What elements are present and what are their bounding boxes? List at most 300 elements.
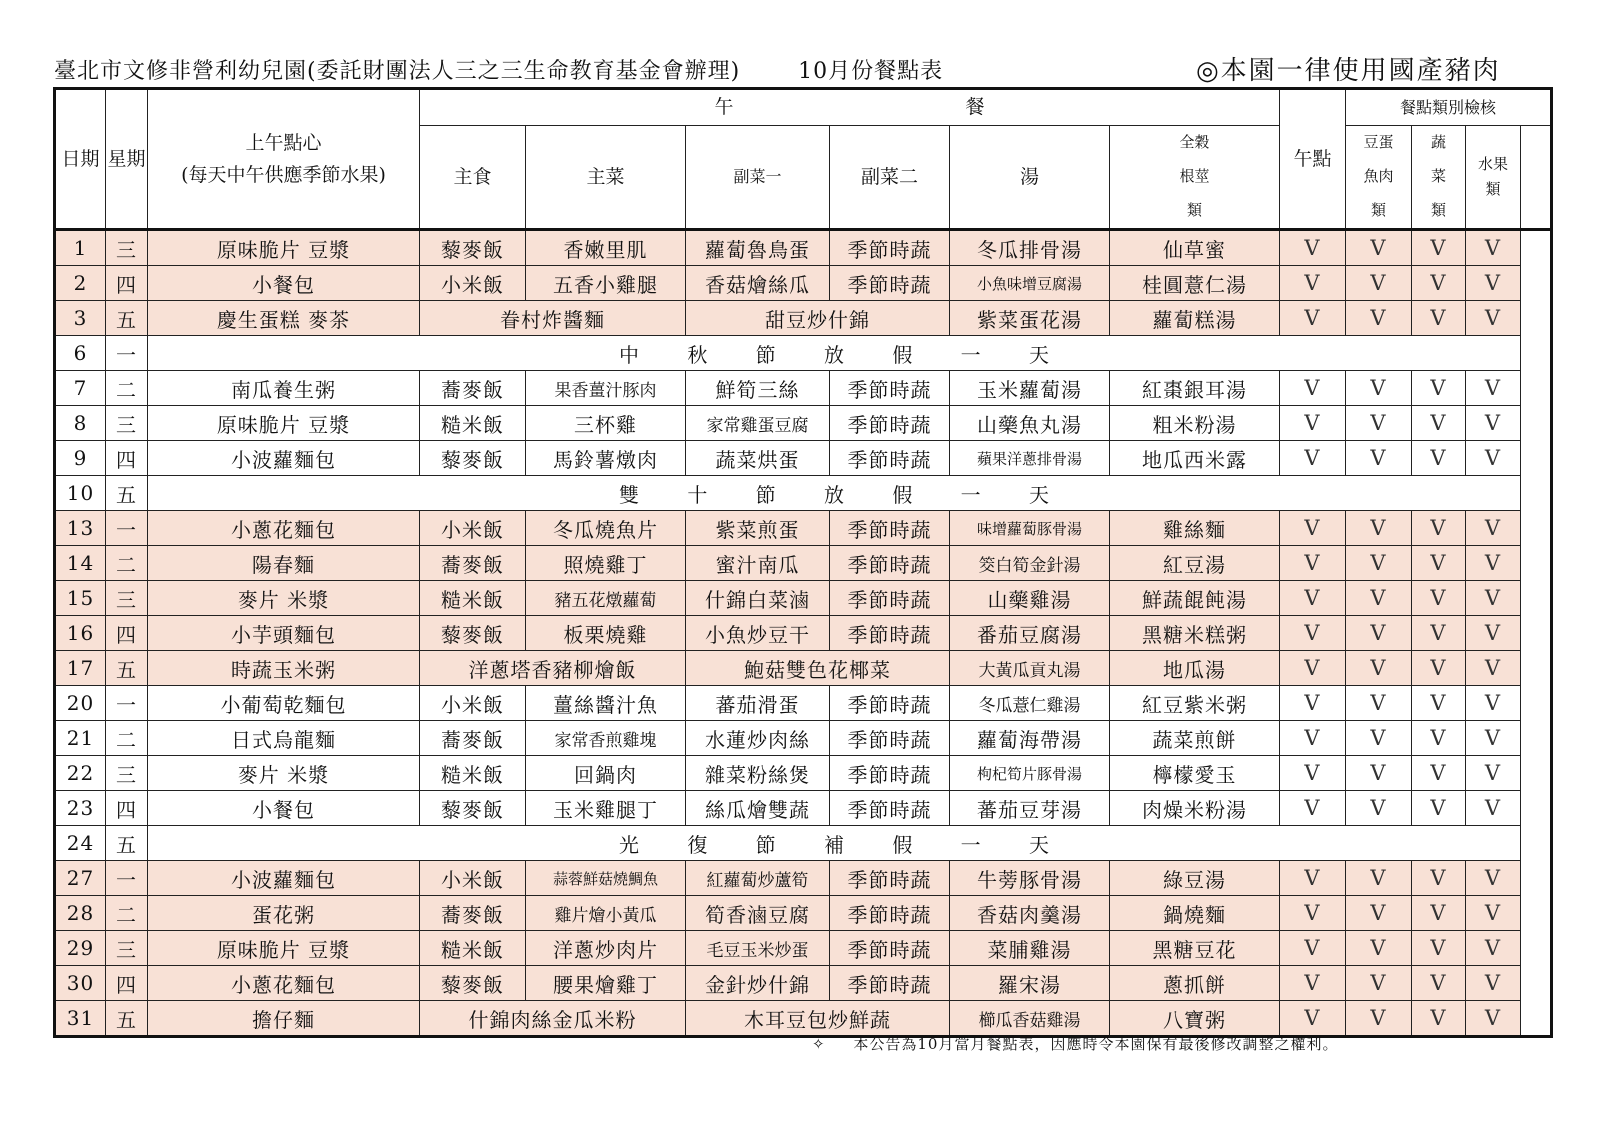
kindergarten-title: 臺北市文修非營利幼兒園(委託財團法人三之三生命教育基金會辦理)	[54, 59, 741, 84]
holiday-char: 補	[823, 832, 844, 857]
weekday-cell: 一	[106, 336, 148, 371]
morning-snack-cell: 小芋頭麵包	[148, 616, 420, 651]
holiday-char: 假	[892, 342, 913, 367]
meal-row	[55, 616, 1552, 651]
main-dish-cell: 雞片燴小黃瓜	[526, 896, 686, 931]
side2-cell: 季節時蔬	[830, 756, 950, 791]
meal-row	[55, 266, 1552, 301]
day-cell: 27	[55, 861, 106, 896]
check-mark-cell: V	[1412, 581, 1466, 616]
side1-cell: 毛豆玉米炒蛋	[686, 931, 830, 966]
header-main-dish: 主菜	[526, 126, 686, 230]
side2-cell: 季節時蔬	[830, 371, 950, 406]
meal-row	[55, 406, 1552, 441]
check-mark-cell: V	[1346, 651, 1412, 686]
check-mark-cell: V	[1412, 686, 1466, 721]
morning-snack-cell: 時蔬玉米粥	[148, 651, 420, 686]
staple-cell: 小米飯	[420, 266, 526, 301]
main-dish-cell: 果香薑汁豚肉	[526, 371, 686, 406]
day-cell: 17	[55, 651, 106, 686]
holiday-char: 天	[1028, 342, 1049, 367]
side2-cell: 季節時蔬	[830, 406, 950, 441]
holiday-row	[55, 336, 1552, 371]
day-cell: 23	[55, 791, 106, 826]
meal-row	[55, 546, 1552, 581]
staple-cell: 小米飯	[420, 686, 526, 721]
main-dish-cell: 玉米雞腿丁	[526, 791, 686, 826]
soup-cell: 羅宋湯	[950, 966, 1110, 1001]
check-mark-cell: V	[1412, 721, 1466, 756]
header-lunch	[420, 89, 1280, 126]
main-dish-cell: 香嫩里肌	[526, 230, 686, 266]
holiday-char: 復	[687, 832, 708, 857]
main-dish-cell: 蒜蓉鮮菇燒鯛魚	[526, 861, 686, 896]
main-dish-cell: 板栗燒雞	[526, 616, 686, 651]
header-check-grain-text: 全穀根莖類	[1179, 133, 1210, 219]
weekday-cell: 五	[106, 301, 148, 336]
header-staple: 主食	[420, 126, 526, 230]
check-mark-cell: V	[1466, 1001, 1521, 1037]
weekday-cell: 二	[106, 721, 148, 756]
holiday-text	[619, 479, 1049, 508]
afternoon-snack-cell: 黑糖米糕粥	[1110, 616, 1280, 651]
holiday-char: 秋	[687, 342, 708, 367]
check-mark-cell: V	[1466, 966, 1521, 1001]
day-cell: 1	[55, 230, 106, 266]
weekday-cell: 三	[106, 406, 148, 441]
main-dish-cell: 回鍋肉	[526, 756, 686, 791]
meal-row	[55, 896, 1552, 931]
morning-snack-cell: 日式烏龍麵	[148, 721, 420, 756]
check-mark-cell: V	[1466, 406, 1521, 441]
combined-side-cell: 鮑菇雙色花椰菜	[686, 651, 950, 686]
holiday-text	[619, 829, 1049, 858]
day-cell: 22	[55, 756, 106, 791]
header-check-veg-text: 蔬菜類	[1430, 133, 1446, 219]
check-mark-cell: V	[1412, 616, 1466, 651]
side1-cell: 絲瓜燴雙蔬	[686, 791, 830, 826]
soup-cell: 紫菜蛋花湯	[950, 301, 1110, 336]
day-cell: 28	[55, 896, 106, 931]
staple-cell: 蕎麥飯	[420, 721, 526, 756]
holiday-char: 節	[755, 342, 776, 367]
weekday-cell: 二	[106, 896, 148, 931]
main-dish-cell: 家常香煎雞塊	[526, 721, 686, 756]
afternoon-snack-cell: 檸檬愛玉	[1110, 756, 1280, 791]
header-weekday	[106, 89, 148, 230]
header-weekday-text: 星期	[107, 147, 146, 170]
side2-cell: 季節時蔬	[830, 511, 950, 546]
morning-snack-cell: 原味脆片 豆漿	[148, 931, 420, 966]
staple-cell: 蕎麥飯	[420, 371, 526, 406]
holiday-char: 一	[960, 832, 981, 857]
morning-snack-cell: 小波蘿麵包	[148, 861, 420, 896]
check-mark-cell: V	[1346, 581, 1412, 616]
check-mark-cell: V	[1346, 511, 1412, 546]
meal-row	[55, 721, 1552, 756]
header-check-fruit	[1466, 126, 1521, 230]
check-mark-cell: V	[1280, 616, 1346, 651]
soup-cell: 香菇肉羹湯	[950, 896, 1110, 931]
afternoon-snack-cell: 蔥抓餅	[1110, 966, 1280, 1001]
check-mark-cell: V	[1466, 721, 1521, 756]
check-mark-cell: V	[1280, 301, 1346, 336]
afternoon-snack-cell: 鍋燒麵	[1110, 896, 1280, 931]
morning-snack-cell: 原味脆片 豆漿	[148, 406, 420, 441]
check-mark-cell: V	[1412, 406, 1466, 441]
check-mark-cell: V	[1346, 756, 1412, 791]
main-dish-cell: 五香小雞腿	[526, 266, 686, 301]
weekday-cell: 五	[106, 651, 148, 686]
staple-cell: 小米飯	[420, 861, 526, 896]
check-mark-cell: V	[1466, 686, 1521, 721]
morning-snack-cell: 小葡萄乾麵包	[148, 686, 420, 721]
header-morning-snack-note: (每天中午供應季節水果)	[181, 164, 386, 186]
side1-cell: 什錦白菜滷	[686, 581, 830, 616]
afternoon-snack-cell: 地瓜西米露	[1110, 441, 1280, 476]
day-cell: 3	[55, 301, 106, 336]
afternoon-snack-cell: 鮮蔬餛飩湯	[1110, 581, 1280, 616]
soup-cell: 山藥雞湯	[950, 581, 1110, 616]
soup-cell: 櫛瓜香菇雞湯	[950, 1001, 1110, 1037]
holiday-char: 放	[823, 482, 844, 507]
staple-cell: 糙米飯	[420, 581, 526, 616]
sparkle-icon: ✧	[812, 1035, 826, 1053]
morning-snack-cell: 擔仔麵	[148, 1001, 420, 1037]
afternoon-snack-cell: 蔬菜煎餅	[1110, 721, 1280, 756]
check-mark-cell: V	[1280, 230, 1346, 266]
holiday-row	[55, 826, 1552, 861]
check-mark-cell: V	[1280, 966, 1346, 1001]
holiday-row	[55, 476, 1552, 511]
weekday-cell: 一	[106, 511, 148, 546]
check-mark-cell: V	[1280, 686, 1346, 721]
soup-cell: 牛蒡豚骨湯	[950, 861, 1110, 896]
meal-row	[55, 511, 1552, 546]
check-mark-cell: V	[1466, 651, 1521, 686]
day-cell: 20	[55, 686, 106, 721]
morning-snack-cell: 蛋花粥	[148, 896, 420, 931]
soup-cell: 山藥魚丸湯	[950, 406, 1110, 441]
side2-cell: 季節時蔬	[830, 931, 950, 966]
staple-cell: 蕎麥飯	[420, 896, 526, 931]
staple-cell: 糙米飯	[420, 931, 526, 966]
check-mark-cell: V	[1412, 896, 1466, 931]
staple-cell: 藜麥飯	[420, 616, 526, 651]
check-mark-cell: V	[1280, 441, 1346, 476]
soup-cell: 筊白筍金針湯	[950, 546, 1110, 581]
check-mark-cell: V	[1412, 791, 1466, 826]
holiday-char: 節	[755, 482, 776, 507]
check-mark-cell: V	[1466, 861, 1521, 896]
staple-cell: 藜麥飯	[420, 791, 526, 826]
check-mark-cell: V	[1412, 511, 1466, 546]
afternoon-snack-cell: 雞絲麵	[1110, 511, 1280, 546]
side1-cell: 香菇燴絲瓜	[686, 266, 830, 301]
day-cell: 24	[55, 826, 106, 861]
check-mark-cell: V	[1412, 756, 1466, 791]
check-mark-cell: V	[1280, 581, 1346, 616]
weekday-cell: 四	[106, 791, 148, 826]
check-mark-cell: V	[1280, 546, 1346, 581]
day-cell: 9	[55, 441, 106, 476]
check-mark-cell: V	[1346, 546, 1412, 581]
day-cell: 16	[55, 616, 106, 651]
side2-cell: 季節時蔬	[830, 581, 950, 616]
weekday-cell: 五	[106, 1001, 148, 1037]
check-mark-cell: V	[1280, 931, 1346, 966]
side1-cell: 雜菜粉絲煲	[686, 756, 830, 791]
side1-cell: 水蓮炒肉絲	[686, 721, 830, 756]
side2-cell: 季節時蔬	[830, 266, 950, 301]
holiday-char: 假	[892, 832, 913, 857]
check-mark-cell: V	[1466, 441, 1521, 476]
staple-cell: 蕎麥飯	[420, 546, 526, 581]
check-mark-cell: V	[1280, 756, 1346, 791]
staple-cell: 藜麥飯	[420, 230, 526, 266]
check-mark-cell: V	[1466, 581, 1521, 616]
soup-cell: 菜脯雞湯	[950, 931, 1110, 966]
morning-snack-cell: 南瓜養生粥	[148, 371, 420, 406]
holiday-cell	[148, 826, 1521, 861]
check-mark-cell: V	[1280, 1001, 1346, 1037]
check-mark-cell: V	[1412, 371, 1466, 406]
afternoon-snack-cell: 粗米粉湯	[1110, 406, 1280, 441]
weekday-cell: 三	[106, 581, 148, 616]
holiday-char: 節	[755, 832, 776, 857]
side2-cell: 季節時蔬	[830, 896, 950, 931]
side1-cell: 蕃茄滑蛋	[686, 686, 830, 721]
holiday-char: 光	[619, 832, 639, 857]
staple-cell: 小米飯	[420, 511, 526, 546]
meal-row	[55, 791, 1552, 826]
check-mark-cell: V	[1466, 931, 1521, 966]
weekday-cell: 三	[106, 931, 148, 966]
meal-row	[55, 651, 1552, 686]
weekday-cell: 四	[106, 616, 148, 651]
holiday-text	[619, 339, 1049, 368]
staple-cell: 藜麥飯	[420, 441, 526, 476]
check-mark-cell: V	[1346, 931, 1412, 966]
holiday-char: 天	[1028, 832, 1049, 857]
check-mark-cell: V	[1280, 651, 1346, 686]
check-mark-cell: V	[1346, 966, 1412, 1001]
day-cell: 14	[55, 546, 106, 581]
check-mark-cell: V	[1466, 756, 1521, 791]
check-mark-cell: V	[1346, 686, 1412, 721]
check-mark-cell: V	[1412, 1001, 1466, 1037]
holiday-cell	[148, 336, 1521, 371]
weekday-cell: 四	[106, 966, 148, 1001]
morning-snack-cell: 小蔥花麵包	[148, 966, 420, 1001]
meal-row	[55, 966, 1552, 1001]
morning-snack-cell: 麥片 米漿	[148, 756, 420, 791]
check-mark-cell: V	[1412, 931, 1466, 966]
afternoon-snack-cell: 蘿蔔糕湯	[1110, 301, 1280, 336]
header-check-protein-text: 豆蛋魚肉類	[1363, 133, 1394, 219]
side1-cell: 筍香滷豆腐	[686, 896, 830, 931]
day-cell: 21	[55, 721, 106, 756]
header-side2: 副菜二	[830, 126, 950, 230]
header-day	[55, 89, 106, 230]
page-header	[54, 54, 1154, 85]
header-check-veg	[1412, 126, 1466, 230]
check-mark-cell: V	[1280, 896, 1346, 931]
meal-row	[55, 441, 1552, 476]
check-mark-cell: V	[1412, 230, 1466, 266]
combined-main-cell: 洋蔥塔香豬柳燴飯	[420, 651, 686, 686]
check-mark-cell: V	[1280, 371, 1346, 406]
meal-table	[53, 87, 1553, 1038]
meal-table-body	[55, 230, 1552, 1037]
check-mark-cell: V	[1466, 791, 1521, 826]
check-mark-cell: V	[1466, 266, 1521, 301]
holiday-char: 放	[823, 342, 844, 367]
morning-snack-cell: 小蔥花麵包	[148, 511, 420, 546]
meal-row	[55, 230, 1552, 266]
weekday-cell: 二	[106, 371, 148, 406]
day-cell: 2	[55, 266, 106, 301]
afternoon-snack-cell: 八寶粥	[1110, 1001, 1280, 1037]
side1-cell: 小魚炒豆干	[686, 616, 830, 651]
check-mark-cell: V	[1466, 371, 1521, 406]
check-mark-cell: V	[1412, 651, 1466, 686]
afternoon-snack-cell: 紅棗銀耳湯	[1110, 371, 1280, 406]
side1-cell: 鮮筍三絲	[686, 371, 830, 406]
side2-cell: 季節時蔬	[830, 230, 950, 266]
check-mark-cell: V	[1466, 616, 1521, 651]
side1-cell: 蘿蔔魯鳥蛋	[686, 230, 830, 266]
soup-cell: 冬瓜排骨湯	[950, 230, 1110, 266]
check-mark-cell: V	[1346, 616, 1412, 651]
soup-cell: 蕃茄豆芽湯	[950, 791, 1110, 826]
check-mark-cell: V	[1412, 301, 1466, 336]
header-day-text: 日期	[61, 147, 100, 170]
header-morning-snack-title: 上午點心	[245, 131, 322, 154]
morning-snack-cell: 小波蘿麵包	[148, 441, 420, 476]
check-mark-cell: V	[1280, 511, 1346, 546]
check-mark-cell: V	[1346, 791, 1412, 826]
check-mark-cell: V	[1466, 511, 1521, 546]
meal-row	[55, 371, 1552, 406]
afternoon-snack-cell: 桂圓薏仁湯	[1110, 266, 1280, 301]
morning-snack-cell: 原味脆片 豆漿	[148, 230, 420, 266]
side2-cell: 季節時蔬	[830, 686, 950, 721]
holiday-char: 一	[960, 342, 981, 367]
side2-cell: 季節時蔬	[830, 616, 950, 651]
check-mark-cell: V	[1346, 301, 1412, 336]
header-check-grain	[1110, 126, 1280, 230]
afternoon-snack-cell: 仙草蜜	[1110, 230, 1280, 266]
check-mark-cell: V	[1346, 266, 1412, 301]
weekday-cell: 三	[106, 230, 148, 266]
soup-cell: 味增蘿蔔豚骨湯	[950, 511, 1110, 546]
weekday-cell: 一	[106, 861, 148, 896]
side1-cell: 蔬菜烘蛋	[686, 441, 830, 476]
weekday-cell: 五	[106, 476, 148, 511]
check-mark-cell: V	[1346, 721, 1412, 756]
check-mark-cell: V	[1412, 546, 1466, 581]
side1-cell: 家常雞蛋豆腐	[686, 406, 830, 441]
weekday-cell: 一	[106, 686, 148, 721]
header-soup: 湯	[950, 126, 1110, 230]
side2-cell: 季節時蔬	[830, 721, 950, 756]
header-lunch-char-1: 午	[714, 96, 734, 119]
check-mark-cell: V	[1346, 441, 1412, 476]
side2-cell: 季節時蔬	[830, 791, 950, 826]
soup-cell: 蘿蔔海帶湯	[950, 721, 1110, 756]
main-dish-cell: 豬五花燉蘿蔔	[526, 581, 686, 616]
holiday-char: 十	[687, 482, 708, 507]
main-dish-cell: 腰果燴雞丁	[526, 966, 686, 1001]
holiday-char: 假	[892, 482, 913, 507]
side1-cell: 紫菜煎蛋	[686, 511, 830, 546]
header-side1: 副菜一	[686, 126, 830, 230]
check-mark-cell: V	[1346, 371, 1412, 406]
side2-cell: 季節時蔬	[830, 441, 950, 476]
day-cell: 8	[55, 406, 106, 441]
morning-snack-cell: 慶生蛋糕 麥茶	[148, 301, 420, 336]
header-afternoon-snack: 午點	[1280, 89, 1346, 230]
main-dish-cell: 薑絲醬汁魚	[526, 686, 686, 721]
check-mark-cell: V	[1466, 230, 1521, 266]
day-cell: 13	[55, 511, 106, 546]
holiday-cell	[148, 476, 1521, 511]
main-dish-cell: 三杯雞	[526, 406, 686, 441]
check-mark-cell: V	[1280, 721, 1346, 756]
afternoon-snack-cell: 地瓜湯	[1110, 651, 1280, 686]
weekday-cell: 二	[106, 546, 148, 581]
day-cell: 30	[55, 966, 106, 1001]
month-title: 10月份餐點表	[798, 59, 944, 84]
holiday-char: 天	[1028, 482, 1049, 507]
day-cell: 6	[55, 336, 106, 371]
day-cell: 29	[55, 931, 106, 966]
soup-cell: 枸杞筍片豚骨湯	[950, 756, 1110, 791]
afternoon-snack-cell: 黑糖豆花	[1110, 931, 1280, 966]
meal-row	[55, 686, 1552, 721]
check-mark-cell: V	[1412, 861, 1466, 896]
check-mark-cell: V	[1280, 861, 1346, 896]
morning-snack-cell: 小餐包	[148, 791, 420, 826]
check-mark-cell: V	[1346, 230, 1412, 266]
soup-cell: 番茄豆腐湯	[950, 616, 1110, 651]
combined-main-cell: 眷村炸醬麵	[420, 301, 686, 336]
soup-cell: 玉米蘿蔔湯	[950, 371, 1110, 406]
staple-cell: 糙米飯	[420, 756, 526, 791]
meal-row	[55, 931, 1552, 966]
header-lunch-char-2: 餐	[965, 96, 985, 119]
side1-cell: 紅蘿蔔炒蘆筍	[686, 861, 830, 896]
check-mark-cell: V	[1280, 266, 1346, 301]
header-check: 餐點類別檢核	[1346, 89, 1552, 126]
check-mark-cell: V	[1466, 896, 1521, 931]
weekday-cell: 四	[106, 266, 148, 301]
check-mark-cell: V	[1412, 966, 1466, 1001]
check-mark-cell: V	[1466, 301, 1521, 336]
side2-cell: 季節時蔬	[830, 966, 950, 1001]
side1-cell: 金針炒什錦	[686, 966, 830, 1001]
afternoon-snack-cell: 肉燥米粉湯	[1110, 791, 1280, 826]
main-dish-cell: 照燒雞丁	[526, 546, 686, 581]
day-cell: 10	[55, 476, 106, 511]
check-mark-cell: V	[1346, 406, 1412, 441]
day-cell: 31	[55, 1001, 106, 1037]
soup-cell: 蘋果洋蔥排骨湯	[950, 441, 1110, 476]
side2-cell: 季節時蔬	[830, 546, 950, 581]
weekday-cell: 四	[106, 441, 148, 476]
check-mark-cell: V	[1280, 406, 1346, 441]
